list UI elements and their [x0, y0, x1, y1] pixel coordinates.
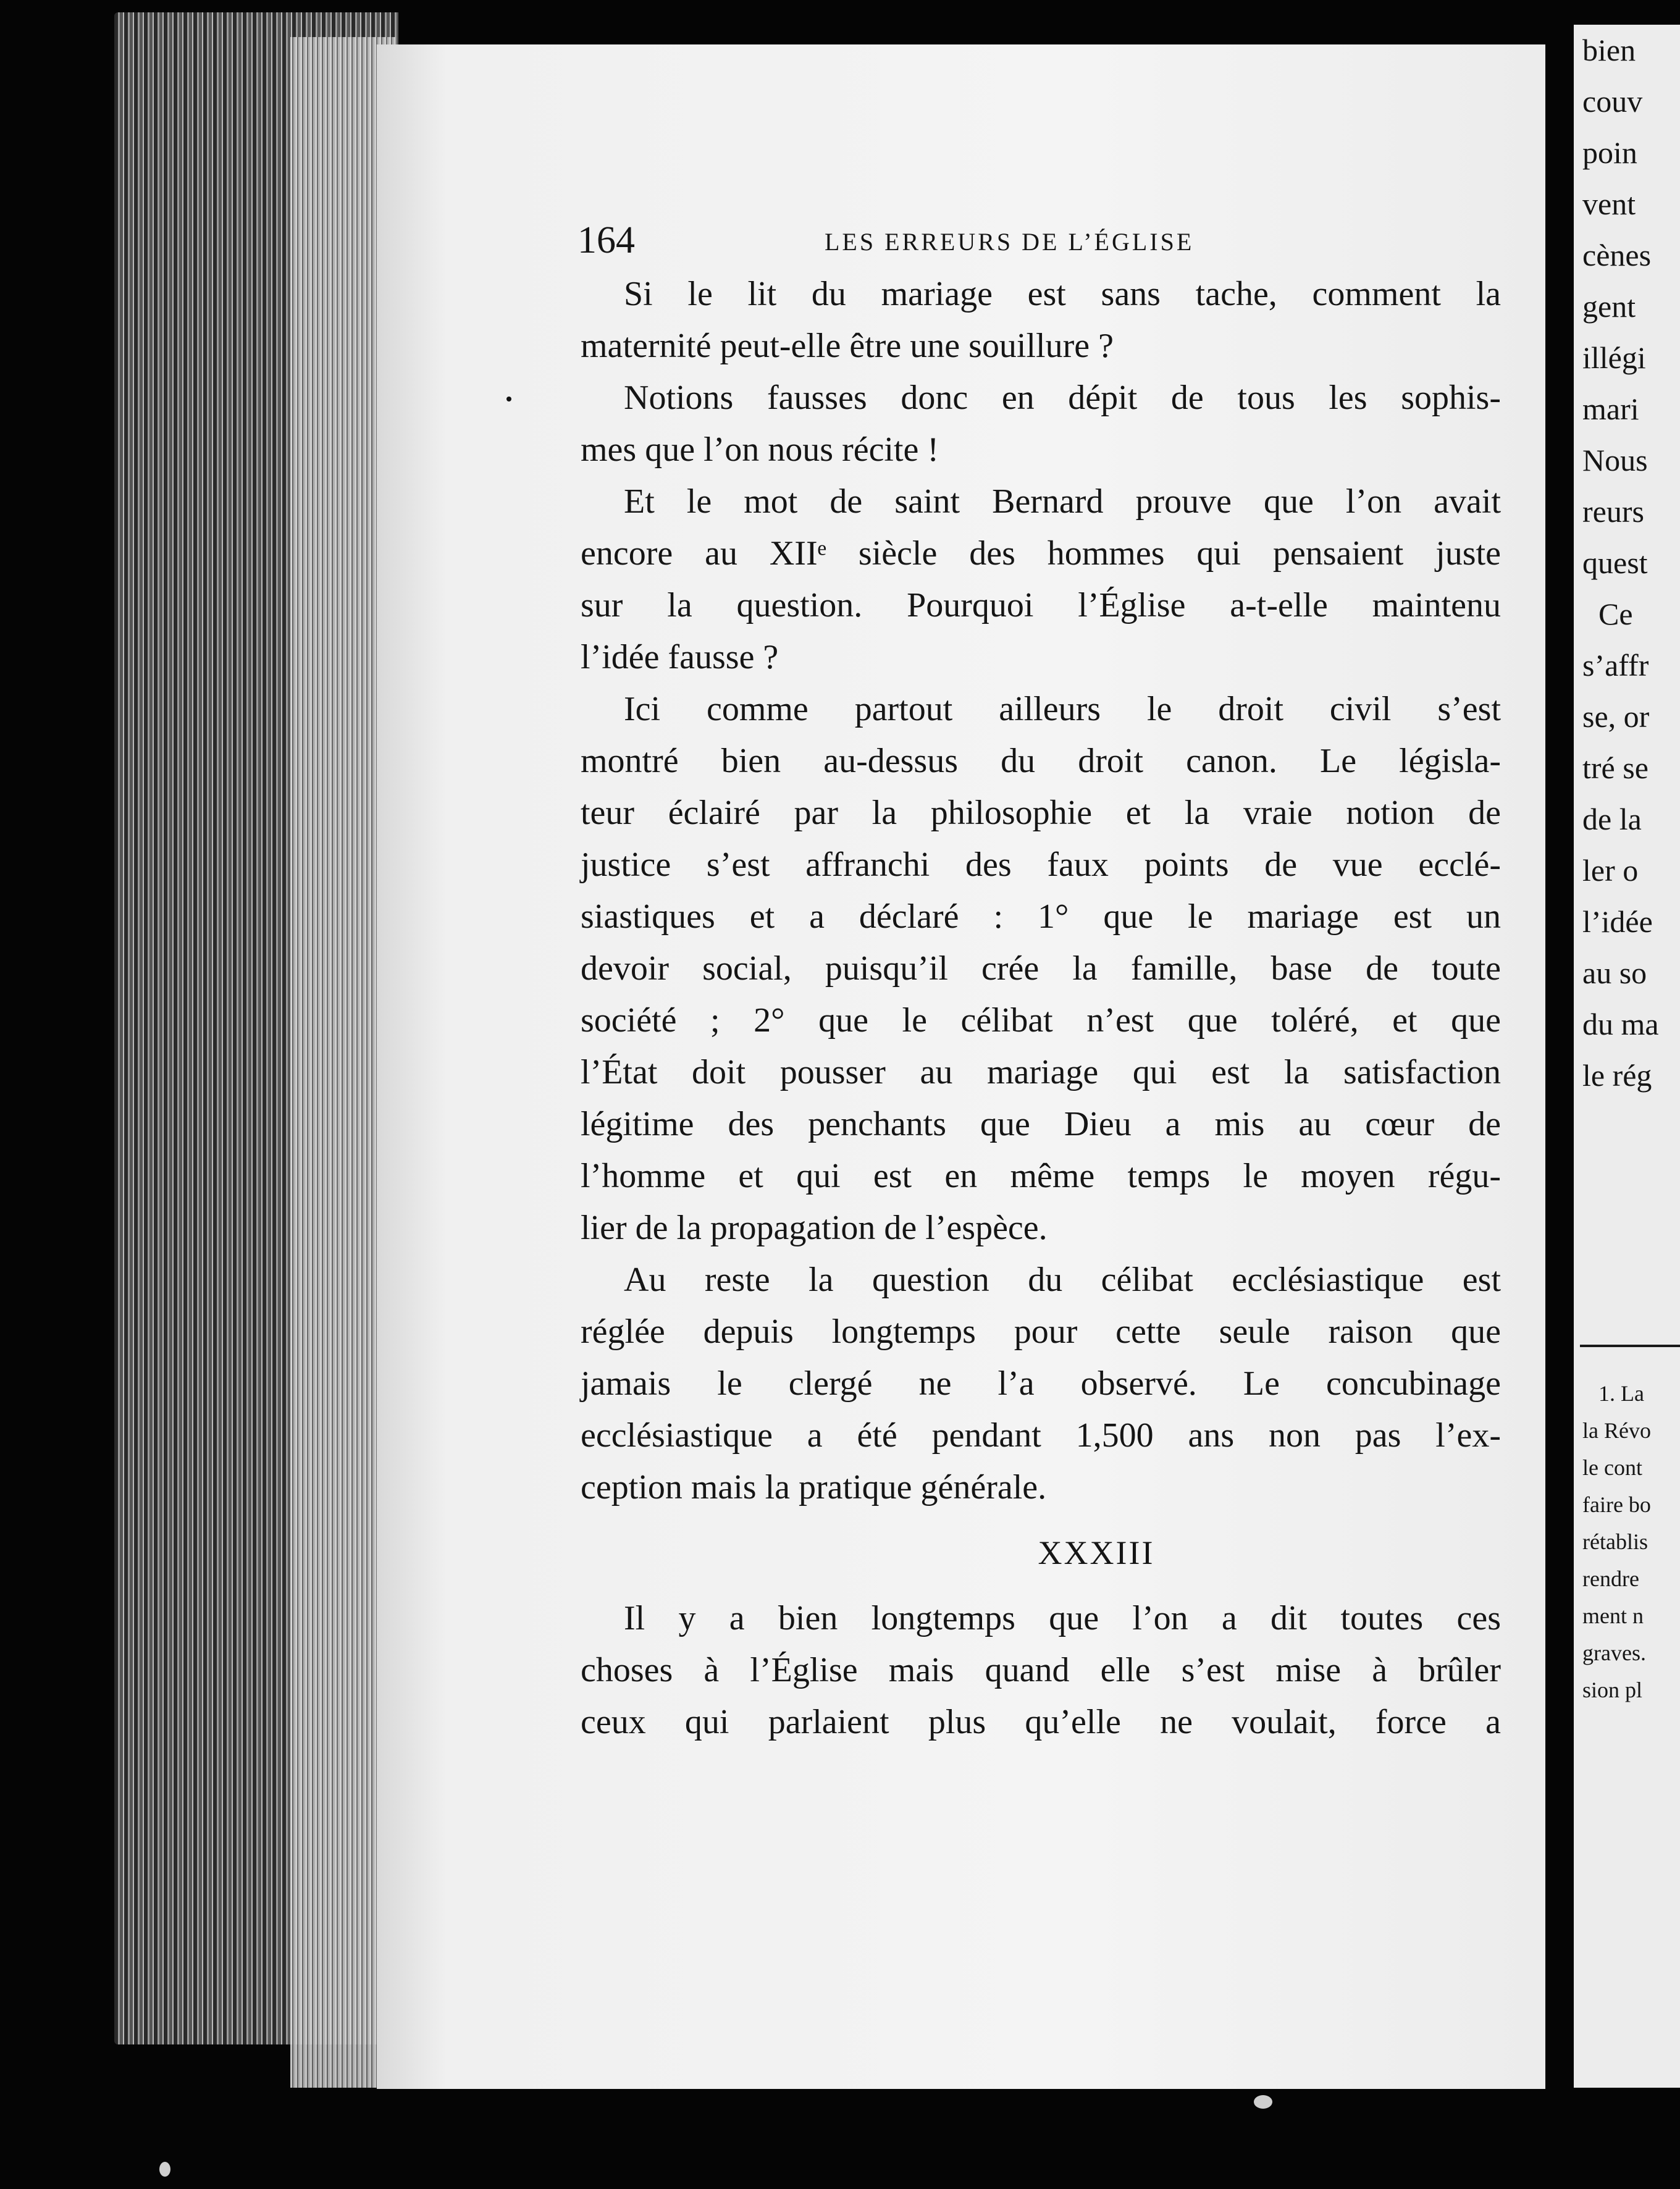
- text-line: l’idée fausse ?: [581, 638, 779, 676]
- book-gutter: [1545, 25, 1574, 2088]
- text-line: le cont: [1582, 1455, 1642, 1480]
- text-line: rendre: [1582, 1566, 1639, 1591]
- body-text: [581, 268, 1501, 1748]
- text-line: montré bien au-dessus du droit canon. Le législa-: [581, 742, 1501, 780]
- text-line: maternité peut-elle être une souillure ?: [581, 327, 1114, 365]
- right-page-text: [1574, 25, 1680, 1101]
- text-line: Au reste la question du célibat ecclésiastique est: [624, 1261, 1501, 1299]
- text-line: se, or: [1582, 699, 1650, 734]
- text-line: ecclésiastique a été pendant 1,500 ans non pas l’ex-: [581, 1416, 1501, 1455]
- text-line: l’idée: [1582, 904, 1653, 939]
- text-line: Notions fausses donc en dépit de tous les sophis-: [624, 379, 1501, 417]
- text-line: 1. La: [1598, 1381, 1644, 1406]
- text-line: gent: [1582, 289, 1636, 324]
- text-line: réglée depuis longtemps pour cette seule raison que: [581, 1313, 1501, 1351]
- text-line: tré se: [1582, 750, 1648, 785]
- footnote-rule: [1580, 1345, 1680, 1347]
- text-line: graves.: [1582, 1641, 1646, 1665]
- left-page: [377, 44, 1545, 2089]
- text-line: le rég: [1582, 1058, 1652, 1093]
- text-line: ler o: [1582, 853, 1639, 888]
- text-line: bien: [1582, 33, 1636, 67]
- text-line: l’État doit pousser au mariage qui est la satisfaction: [581, 1053, 1501, 1091]
- text-line: légitime des penchants que Dieu a mis au cœur de: [581, 1105, 1501, 1143]
- section-heading: XXXIII: [1038, 1534, 1155, 1571]
- text-line: lier de la propagation de l’espèce.: [581, 1209, 1048, 1247]
- text-line: au so: [1582, 956, 1647, 990]
- text-line: jamais le clergé ne l’a observé. Le concubinage: [581, 1364, 1501, 1403]
- text-line: société ; 2° que le célibat n’est que toléré, et que: [581, 1001, 1501, 1040]
- text-line: du ma: [1582, 1007, 1659, 1041]
- text-line: choses à l’Église mais quand elle s’est mise à brûler: [581, 1651, 1501, 1689]
- scan-speck: [1254, 2095, 1272, 2109]
- text-line: de la: [1582, 802, 1642, 836]
- text-line: couv: [1582, 84, 1643, 119]
- text-line: justice s’est affranchi des faux points de vue ecclé-: [581, 846, 1501, 884]
- text-line: Si le lit du mariage est sans tache, comment la: [624, 275, 1501, 313]
- text-line: rétablis: [1582, 1529, 1648, 1554]
- text-line: sur la question. Pourquoi l’Église a-t-elle maintenu: [581, 586, 1501, 624]
- right-page-footnotes: [1574, 1375, 1680, 1708]
- running-head: [377, 206, 1545, 262]
- text-line: siastiques et a déclaré : 1° que le mariage est un: [581, 897, 1501, 936]
- text-line: teur éclairé par la philosophie et la vraie notion de: [581, 794, 1501, 832]
- scan-speck: [506, 397, 511, 401]
- scan-speck: [159, 2162, 170, 2177]
- page-number: 164: [578, 219, 635, 261]
- text-line: faire bo: [1582, 1492, 1651, 1517]
- right-page-fragment: [1574, 25, 1680, 2088]
- running-title: LES ERREURS DE L’ÉGLISE: [825, 228, 1195, 256]
- text-line: reurs: [1582, 494, 1644, 529]
- text-line: illégi: [1582, 340, 1646, 375]
- text-line: poin: [1582, 135, 1637, 170]
- text-line: Nous: [1582, 443, 1648, 477]
- text-line: quest: [1582, 545, 1648, 580]
- text-line: Il y a bien longtemps que l’on a dit toutes ces: [624, 1599, 1501, 1637]
- text-line: Ce: [1598, 597, 1633, 631]
- text-line: mari: [1582, 392, 1639, 426]
- text-line: ception mais la pratique générale.: [581, 1468, 1047, 1506]
- text-line: ceux qui parlaient plus qu’elle ne voulait, force a: [581, 1703, 1501, 1741]
- text-line: vent: [1582, 187, 1636, 221]
- text-line: ment n: [1582, 1603, 1644, 1628]
- text-line: mes que l’on nous récite !: [581, 431, 939, 469]
- text-line: l’homme et qui est en même temps le moyen régu-: [581, 1157, 1501, 1195]
- text-line: cènes: [1582, 238, 1652, 272]
- text-line: sion pl: [1582, 1678, 1643, 1702]
- text-line: s’affr: [1582, 648, 1649, 683]
- text-line: Et le mot de saint Bernard prouve que l’on avait: [624, 482, 1501, 521]
- text-line: devoir social, puisqu’il crée la famille, base de toute: [581, 949, 1501, 988]
- text-line: la Révo: [1582, 1418, 1651, 1443]
- text-line: encore au XIIᵉ siècle des hommes qui pensaient juste: [581, 534, 1501, 573]
- text-line: Ici comme partout ailleurs le droit civil s’est: [624, 690, 1501, 728]
